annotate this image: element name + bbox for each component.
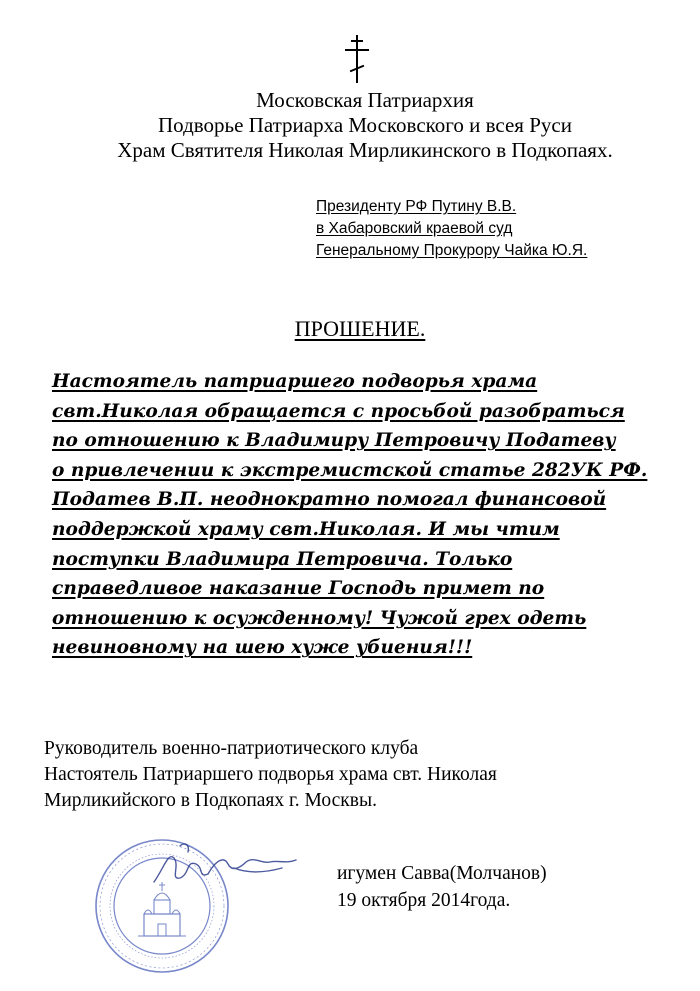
signoff-line-2: Настоятель Патриаршего подворья храма свт. Николая (44, 764, 497, 785)
signoff-block (44, 736, 497, 814)
body-line: по отношению к Владимиру Петровичу Податеву (52, 430, 616, 452)
signer-name: игумен Савва(Молчанов) (337, 863, 547, 884)
body-line: свт.Николая обращается с просьбой разобраться (52, 400, 625, 422)
document-title: ПРОШЕНИЕ. (294, 316, 426, 341)
body-line: невиновному на шею хуже убиения!!! (52, 637, 473, 659)
handwritten-signature (150, 838, 300, 893)
body-line: Настоятель патриаршего подворья храма (52, 371, 538, 392)
letterhead-line-2: Подворье Патриарха Московского и всея Руси (158, 113, 572, 137)
letterhead-line-1: Московская Патриархия (256, 88, 474, 112)
body-line: поддержкой храму свт.Николая. И мы чтим (52, 518, 560, 540)
signoff-line-3: Мирликийского в Подкопаях г. Москвы. (44, 790, 377, 811)
addressee-line-2: в Хабаровский краевой суд (316, 220, 513, 237)
petition-body (52, 367, 647, 663)
body-line: отношению к осужденному! Чужой грех одеть (52, 607, 587, 629)
body-line: о привлечении к экстремистской статье 282УК РФ. (52, 459, 648, 481)
addressee-line-1: Президенту РФ Путину В.В. (316, 198, 517, 215)
signoff-line-1: Руководитель военно-патриотического клуба (44, 738, 419, 759)
signer-block (337, 860, 547, 914)
signature-date: 19 октября 2014года. (337, 890, 511, 911)
addressee-line-3: Генеральному Прокурору Чайка Ю.Я. (316, 242, 588, 259)
addressee-block (316, 196, 587, 262)
body-line: Податев В.П. неоднократно помогал финансовой (52, 489, 607, 511)
letterhead (0, 88, 700, 163)
orthodox-cross-icon (342, 34, 372, 84)
letterhead-line-3: Храм Святителя Николая Мирликинского в Подкопаях. (117, 138, 613, 162)
body-line: справедливое наказание Господь примет по (52, 578, 545, 600)
body-line: поступки Владимира Петровича. Только (52, 548, 513, 570)
